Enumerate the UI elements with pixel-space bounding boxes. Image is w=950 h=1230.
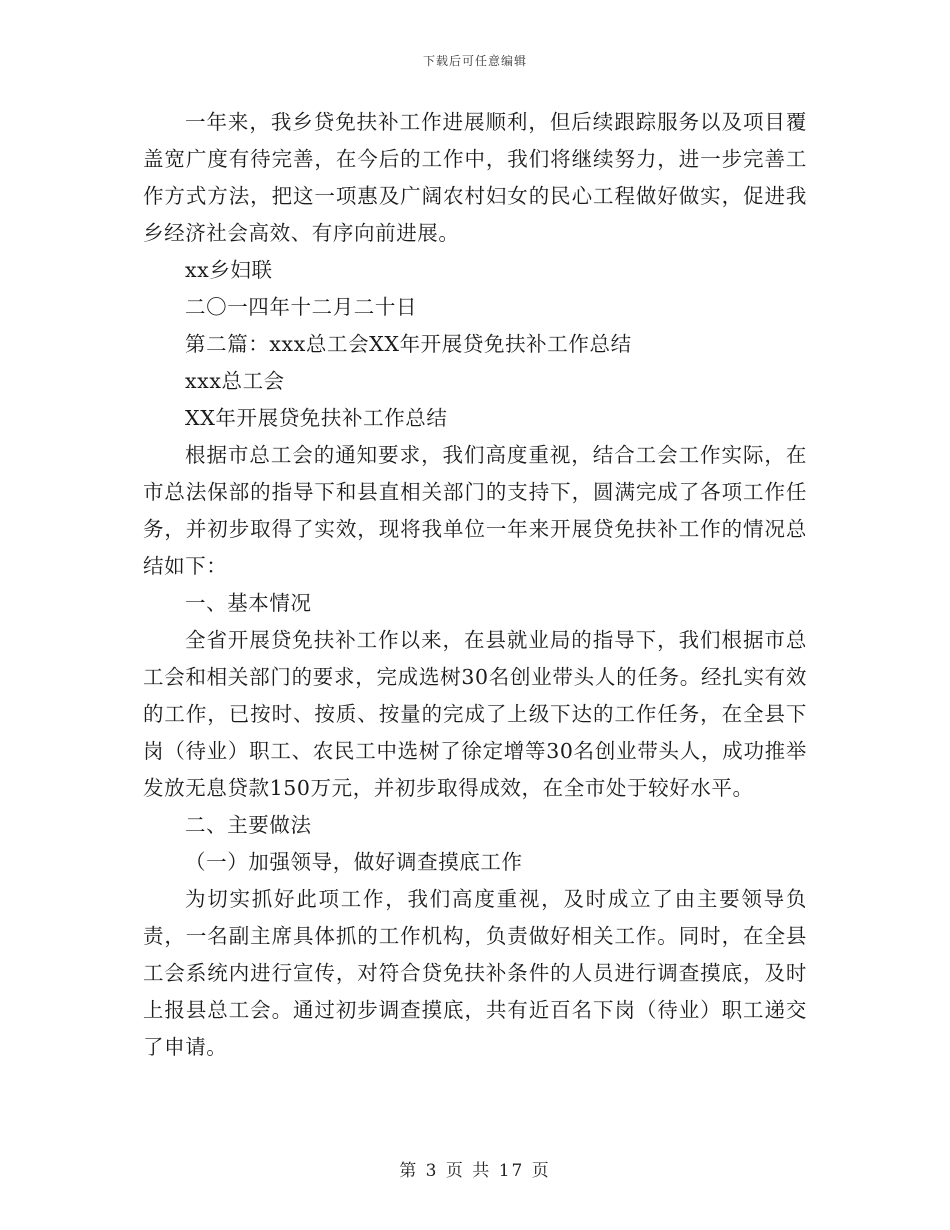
section-title: 第二篇：xxx总工会XX年开展贷免扶补工作总结 xyxy=(185,332,632,356)
paragraph-summary: 一年来，我乡贷免扶补工作进展顺利，但后续跟踪服务以及项目覆盖宽广度有待完善，在今后的工作中，我们将继续努力，进一步完善工作方式方法，把这一项惠及广阔农村妇女的民心工程做好做实，促进我乡经济社会高效、有序向前进展。 xyxy=(143,110,807,245)
heading-main-practices: 二、主要做法 xyxy=(185,813,312,837)
subheading-leadership: （一）加强领导，做好调查摸底工作 xyxy=(185,850,523,874)
signature-date: 二〇一四年十二月二十日 xyxy=(185,295,418,319)
report-title: XX年开展贷免扶补工作总结 xyxy=(185,406,448,430)
paragraph-basic-situation: 全省开展贷免扶补工作以来，在县就业局的指导下，我们根据市总工会和相关部门的要求，完成选树30名创业带头人的任务。经扎实有效的工作，已按时、按质、按量的完成了上级下达的工作任务，在全县下岗（待业）职工、农民工中选树了徐定增等30名创业带头人，成功推举发放无息贷款150万元，并初步取得成效，在全市处于较好水平。 xyxy=(143,628,807,800)
document-body xyxy=(143,104,807,1066)
paragraph-intro: 根据市总工会的通知要求，我们高度重视，结合工会工作实际，在市总法保部的指导下和县直相关部门的支持下，圆满完成了各项工作任务，并初步取得了实效，现将我单位一年来开展贷免扶补工作的情况总结如下： xyxy=(143,443,807,578)
page-number: 第 3 页 共 17 页 xyxy=(399,1161,551,1181)
org-name: xxx总工会 xyxy=(185,369,285,393)
signature-org: xx乡妇联 xyxy=(185,258,273,282)
heading-basic-situation: 一、基本情况 xyxy=(185,591,312,615)
page-header: 下载后可任意编辑 xyxy=(422,54,527,68)
paragraph-leadership: 为切实抓好此项工作，我们高度重视，及时成立了由主要领导负责，一名副主席具体抓的工作机构，负责做好相关工作。同时，在全县工会系统内进行宣传，对符合贷免扶补条件的人员进行调查摸底，及时上报县总工会。通过初步调查摸底，共有近百名下岗（待业）职工递交了申请。 xyxy=(143,887,807,1059)
